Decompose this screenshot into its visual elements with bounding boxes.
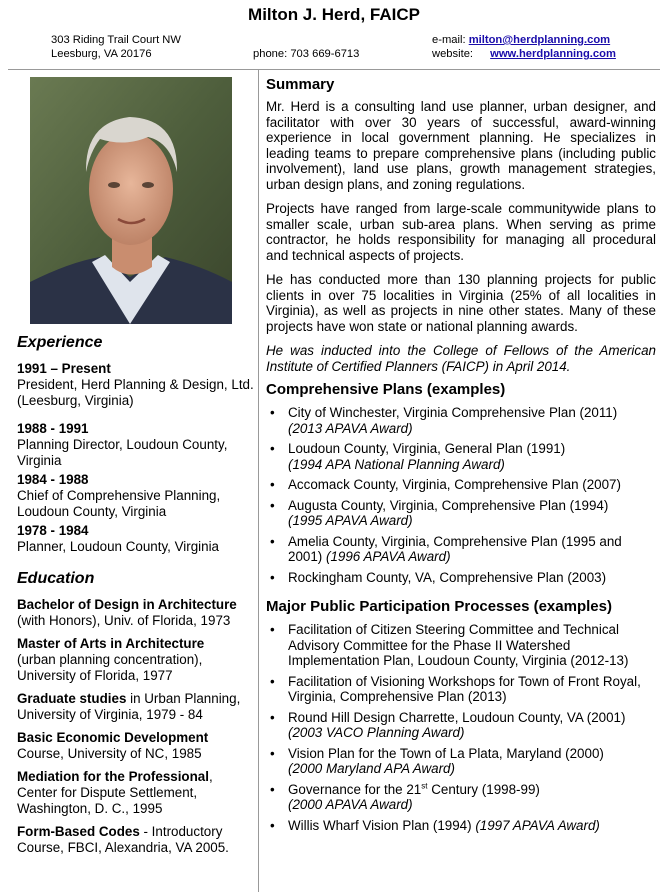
header-divider	[8, 69, 660, 70]
experience-entry	[17, 361, 255, 409]
address-line-2: Leesburg, VA 20176	[51, 48, 152, 60]
education-details: (urban planning concentration), University of Florida, 1977	[17, 652, 203, 683]
award-label: (1994 APA National Planning Award)	[288, 456, 505, 472]
list-item: • Willis Wharf Vision Plan (1994) (1997 APAVA Award)	[266, 818, 656, 834]
education-details: Course, University of NC, 1985	[17, 746, 202, 761]
right-column	[266, 75, 656, 833]
experience-years: 1978 - 1984	[17, 523, 89, 538]
experience-description: Planner, Loudoun County, Virginia	[17, 539, 219, 554]
address-line-1: 303 Riding Trail Court NW	[51, 34, 181, 46]
education-details: , Center for Dispute Settlement, Washington, D. C., 1995	[17, 769, 213, 816]
education-degree: Basic Economic Development	[17, 730, 209, 745]
comprehensive-plans-heading: Comprehensive Plans (examples)	[266, 381, 506, 398]
phone-number: phone: 703 669-6713	[253, 48, 360, 60]
list-item: • Governance for the 21st Century (1998-99) (2000 APAVA Award)	[266, 782, 656, 813]
education-details: in Urban Planning, University of Virginia, 1979 - 84	[17, 691, 241, 722]
list-item: • Amelia County, Virginia, Comprehensive Plan (1995 and 2001) (1996 APAVA Award)	[266, 534, 656, 565]
website-label: website:	[432, 48, 474, 60]
left-column	[17, 333, 255, 856]
list-item: • Vision Plan for the Town of La Plata, Maryland (2000) (2000 Maryland APA Award)	[266, 746, 656, 777]
education-entry	[17, 597, 255, 629]
list-item: • Loudoun County, Virginia, General Plan (1991) (1994 APA National Planning Award)	[266, 441, 656, 472]
experience-entry	[17, 523, 255, 555]
experience-years: 1991 – Present	[17, 361, 111, 376]
summary-paragraph: He has conducted more than 130 planning projects for public clients in over 75 localities in Virginia (25% of all localities in Virginia), as well as projects in nine other states. Many of these projects have won state or national planning awards.	[266, 272, 656, 334]
participation-heading: Major Public Participation Processes (examples)	[266, 598, 612, 615]
education-entry	[17, 636, 255, 684]
education-entry	[17, 824, 255, 856]
education-details: - Introductory Course, FBCI, Alexandria, VA 2005.	[17, 824, 229, 855]
participation-list	[266, 622, 656, 833]
experience-description: Chief of Comprehensive Planning, Loudoun County, Virginia	[17, 488, 221, 519]
comprehensive-plans-list	[266, 405, 656, 585]
summary-paragraph: Mr. Herd is a consulting land use planner, urban designer, and facilitator with over 30 years of successful, award-winning experience in local government planning. He specializes in leading teams to prepare comprehensive plans (including public involvement), land use plans, growth management strategies, urban design plans, and zoning regulations.	[266, 99, 656, 192]
education-entry	[17, 769, 255, 817]
list-item: • Round Hill Design Charrette, Loudoun County, VA (2001) (2003 VACO Planning Award)	[266, 710, 656, 741]
award-label: (2013 APAVA Award)	[288, 420, 413, 436]
education-entry	[17, 730, 255, 762]
list-item: • Facilitation of Visioning Workshops for Town of Front Royal, Virginia, Comprehensive Plan (2013)	[266, 674, 656, 705]
award-label: (1997 APAVA Award)	[475, 817, 600, 833]
fellowship-note: He was inducted into the College of Fellows of the American Institute of Certified Planners (FAICP) in April 2014.	[266, 343, 656, 374]
education-degree: Form-Based Codes	[17, 824, 140, 839]
education-entry	[17, 691, 255, 723]
award-label: (2003 VACO Planning Award)	[288, 725, 465, 740]
email-label: e-mail:	[432, 34, 466, 46]
education-degree: Master of Arts in Architecture	[17, 636, 205, 651]
experience-entry	[17, 472, 255, 520]
email-link[interactable]: milton@herdplanning.com	[468, 34, 611, 46]
experience-years: 1984 - 1988	[17, 472, 89, 487]
contact-block	[432, 33, 622, 61]
education-degree: Bachelor of Design in Architecture	[17, 597, 237, 612]
portrait-photo	[30, 77, 232, 324]
list-item: • Accomack County, Virginia, Comprehensive Plan (2007)	[266, 477, 656, 493]
education-degree: Mediation for the Professional	[17, 769, 209, 784]
award-label: (1995 APAVA Award)	[288, 513, 413, 528]
experience-years: 1988 - 1991	[17, 421, 89, 436]
education-degree: Graduate studies	[17, 691, 127, 706]
education-details: (with Honors), Univ. of Florida, 1973	[17, 613, 231, 628]
list-item: • Augusta County, Virginia, Comprehensive Plan (1994) (1995 APAVA Award)	[266, 498, 656, 529]
experience-heading: Experience	[17, 334, 103, 351]
experience-description: Planning Director, Loudoun County, Virginia	[17, 437, 228, 468]
summary-heading: Summary	[266, 76, 335, 93]
resume-name: Milton J. Herd, FAICP	[248, 5, 420, 24]
list-item: • Facilitation of Citizen Steering Committee and Technical Advisory Committee for the Phase II Watershed Implementation Plan, Loudoun County, Virginia (2012-13)	[266, 622, 656, 669]
education-heading: Education	[17, 570, 95, 587]
award-label: (2000 APAVA Award)	[288, 797, 413, 812]
column-divider	[258, 69, 259, 892]
list-item: • Rockingham County, VA, Comprehensive Plan (2003)	[266, 570, 656, 586]
award-label: (1996 APAVA Award)	[325, 549, 451, 564]
address-block	[51, 33, 181, 61]
summary-paragraph: Projects have ranged from large-scale communitywide plans to smaller scale, urban sub-area plans. When serving as prime contractor, he holds responsibility for managing all procedural and technical aspects of projects.	[266, 201, 656, 263]
website-link[interactable]: www.herdplanning.com	[490, 48, 616, 60]
list-item: • City of Winchester, Virginia Comprehensive Plan (2011) (2013 APAVA Award)	[266, 405, 656, 436]
award-label: (2000 Maryland APA Award)	[288, 761, 455, 776]
experience-description: President, Herd Planning & Design, Ltd. (Leesburg, Virginia)	[17, 377, 254, 408]
experience-entry	[17, 421, 255, 469]
